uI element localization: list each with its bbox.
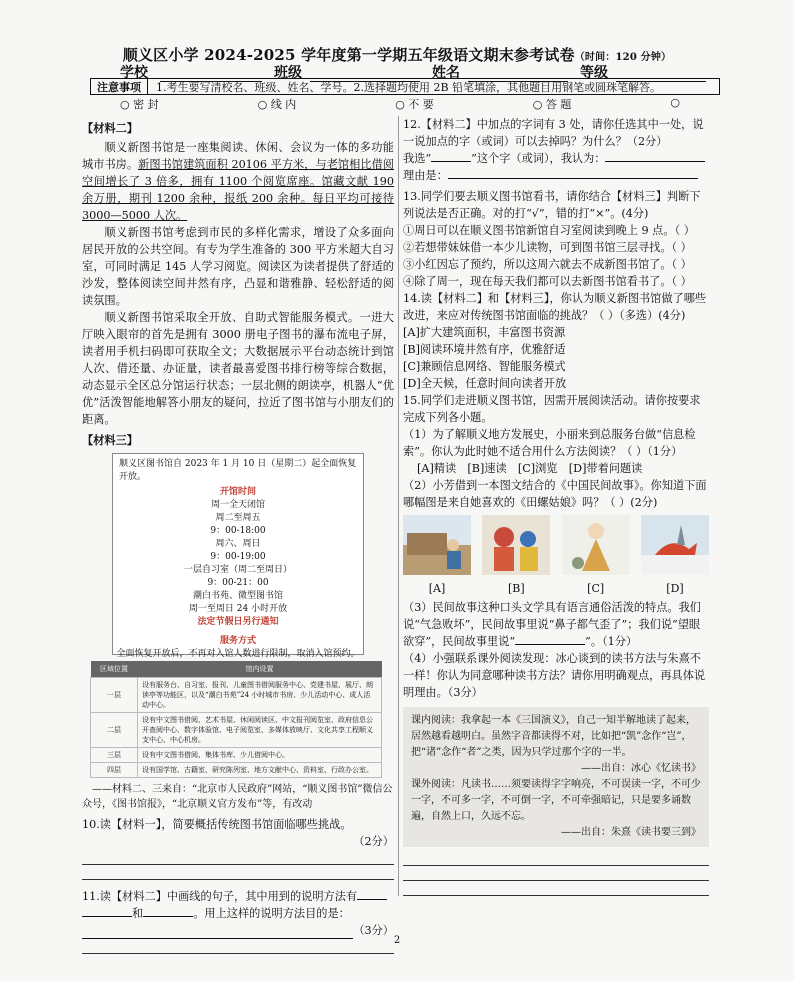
answer-line[interactable] xyxy=(82,850,394,865)
answer-line[interactable] xyxy=(403,866,709,881)
q14-option-b[interactable]: [B]阅读环境井然有序，优雅舒适 xyxy=(403,343,566,356)
q13-option[interactable]: ③小红因忘了预约，所以这周六就去不成新图书馆了。（ ） xyxy=(403,258,692,271)
column-divider xyxy=(398,116,399,896)
quote-bingxin: 课内阅读：我拿起一本《三国演义》，自己一知半解地读了起来，居然越看越明白。虽然字音都读得不对，比如把“凯”念作“岂”，把“诸”念作“者”之类，因为只学过那个字的一半。 xyxy=(411,715,696,758)
source-note: ——材料二、三来自：“北京市人民政府”网站，“顺义图书馆”微信公众号，《图书馆报》，“北京顺义官方发布”等，有改动 xyxy=(82,784,393,810)
table-header: 馆内设置 xyxy=(138,661,382,678)
question-10: 10.读【材料一】，简要概括传统图书馆面临哪些挑战。 xyxy=(82,818,352,831)
underlined-sentence: 新图书馆建筑面积 20106 平方米，与老馆相比借阅空间增长了 3 倍多，拥有 1100 个阅览席座。馆藏文献 190 余万册，期刊 1200 余种，报纸 200 余种。每日平均可接待 3000—5000 人次。 xyxy=(82,158,394,222)
reading-quotes xyxy=(403,707,709,847)
hours-title: 开馆时间 xyxy=(219,487,256,497)
q14-option-d[interactable]: [D]全天候，任意时间向读者开放 xyxy=(403,377,567,390)
exam-title: 顺义区小学 2024-2025 学年度第一学期五年级语文期末参考试卷（时间：120 分钟） xyxy=(122,46,672,64)
question-15-4: （4）小强联系课外阅读发现：冰心谈到的读书方法与朱熹不一样！你认为同意哪种读书方法？请你用明确观点，再具体说明理由。（3分） xyxy=(403,652,706,699)
picture-option-b[interactable] xyxy=(482,515,550,597)
answer-blank[interactable] xyxy=(82,916,132,917)
right-column xyxy=(403,116,709,896)
school-label: 学校 xyxy=(120,65,148,81)
seal-circle: ○ xyxy=(670,96,680,109)
table-row: 二层 设有中文图书借阅、艺术书屋、休闲阅读区、中文报刊阅览室、政府信息公开查阅中心、数字体验馆、电子阅览室、多媒体放映厅、文化共享工程顺义支中心、中心机房。 xyxy=(91,713,382,748)
hours-line: 周一全天闭馆 xyxy=(210,500,265,510)
q13-option[interactable]: ②若想带妹妹借一本少儿读物，可到图书馆三层寻找。（ ） xyxy=(403,241,692,254)
left-column xyxy=(82,116,394,954)
picture-label: [A] xyxy=(428,582,446,595)
seal-word: ○ 线 内 xyxy=(257,98,297,111)
answer-line[interactable] xyxy=(403,851,709,866)
quote-zhuxi: 课外阅读：凡读书……须要读得字字响亮，不可误读一字，不可少一字，不可多一字，不可倒一字，不可牵强暗记，只是要多诵数遍，自然上口，久远不忘。 xyxy=(411,779,701,822)
material-2-heading: 【材料二】 xyxy=(82,121,138,135)
question-14: 14.读【材料二】和【材料三】，你认为顺义新图书馆做了哪些改进，来应对传统图书馆面临的挑战？（ ）（多选）(4分) xyxy=(403,292,707,322)
page-number: 2 xyxy=(393,935,401,946)
question-15-3: （3）民间故事这种口头文学具有语言通俗活泼的特点。我们说“气急败坏”，民间故事里说“鼻子都气歪了”；我们说“望眼欲穿”，民间故事里说“ ”。（1分） xyxy=(403,601,701,648)
seal-word: ○ 不 要 xyxy=(395,98,434,111)
table-header: 区域位置 xyxy=(91,661,138,678)
q11-score: （3分） xyxy=(353,924,394,937)
hours-line: 周六、周日 xyxy=(215,539,261,549)
material-2-para-2: 顺义新图书馆考虑到市民的多样化需求，增设了众多面向居民开放的公共空间。有专为学生准备的 300 平方米超大自习室，可同时满足 145 人学习阅览。阅读区为读者提供了舒适的沙发，整体阅读空间井然有序，凸显和谐雅静、轻松舒适的阅读氛围。 xyxy=(82,226,394,307)
answer-line[interactable] xyxy=(82,865,394,880)
answer-blank[interactable] xyxy=(431,161,471,162)
picture-label: [D] xyxy=(666,582,684,595)
material-3-heading: 【材料三】 xyxy=(82,433,138,447)
notice-intro: 顺义区图书馆自 2023 年 1 月 10 日（星期二）起全面恢复开放。 xyxy=(119,459,357,482)
q13-option[interactable]: ④除了周一，现在每天我们都可以去新图书馆看书了。（ ） xyxy=(403,275,692,288)
q14-option-c[interactable]: [C]兼顾信息网络、智能服务模式 xyxy=(403,360,566,373)
notice-text: 1.考生要写清校名、班级、姓名、学号。2.选择题均使用 2B 铅笔填涂，其他题目用钢笔或圆珠笔解答。 xyxy=(156,80,662,94)
holiday-note: 法定节假日另行通知 xyxy=(197,617,279,627)
class-label: 班级 xyxy=(274,65,302,81)
hours-line: 9：00-18:00 xyxy=(210,526,266,536)
answer-blank[interactable] xyxy=(143,916,193,917)
answer-blank[interactable] xyxy=(515,644,585,645)
table-row: 一层 设有服务台、自习室、报刊、儿童图书借阅服务中心、党建书屋、展厅、朗读亭等功能区，以及“潮白书苑”24 小时城市书房、少儿活动中心、成人活动中心。 xyxy=(91,678,382,713)
seal-line xyxy=(120,96,680,112)
opening-notice xyxy=(112,453,364,659)
question-15-1: （1）为了解顺义地方发展史，小丽来到总服务台做“信息检索”。你认为此时她不适合用什么方法阅读？（ ）（1分） xyxy=(403,428,696,458)
material-2-para-1: 顺义新图书馆是一座集阅读、休闲、会议为一体的多功能城市书房。新图书馆建筑面积 20106 平方米，与老馆相比借阅空间增长了 3 倍多，拥有 1100 个阅览席座。馆藏文献 190 余万册，期刊 1200 余种，报纸 200 余种。每日平均可接待 3000—5000 人次。 xyxy=(82,141,394,222)
picture-option-a[interactable] xyxy=(403,515,471,597)
snail-girl-illustration xyxy=(562,515,630,575)
q14-option-a[interactable]: [A]扩大建筑面积，丰富图书资源 xyxy=(403,326,566,339)
picture-label: [C] xyxy=(587,582,605,595)
service-title: 服务方式 xyxy=(219,636,256,646)
question-12: 12.【材料二】中加点的字词有 3 处，请你任选其中一处，说一说加点的字（或词）可以去掉吗？为什么？（2分） xyxy=(403,118,704,148)
hours-line: 9：00-19:00 xyxy=(210,552,266,562)
question-15: 15.同学们走进顺义图书馆，因需开展阅读活动。请你按要求完成下列各小题。 xyxy=(403,394,701,424)
exam-time: （时间：120 分钟） xyxy=(574,52,672,63)
dragon-scene-illustration xyxy=(482,515,550,575)
question-13: 13.同学们要去顺义图书馆看书，请你结合【材料三】判断下列说法是否正确。对的打“√”，错的打“×”。(4分) xyxy=(403,190,701,220)
hours-line: 周一至周日 24 小时开放 xyxy=(188,604,288,614)
hours-line: 周二至周五 xyxy=(215,513,261,523)
name-label: 姓名 xyxy=(432,65,460,81)
question-15-2: （2）小芳借到一本图文结合的《中国民间故事》。你知道下面哪幅图是来自她喜欢的《田螺姑娘》吗？（ ）(2分) xyxy=(403,479,707,509)
answer-blank[interactable] xyxy=(605,161,705,162)
hours-line: 一层自习室（周二至周日） xyxy=(183,565,292,575)
table-row: 四层 设有国学馆、古籍室、研究陈列室、地方文献中心、资料室、行政办公室。 xyxy=(91,763,382,778)
quote-zhuxi-source: ——出自：朱熹《读书要三到》 xyxy=(561,827,701,838)
picture-label: [B] xyxy=(507,582,525,595)
q13-option[interactable]: ①周日可以在顺义图书馆新馆自习室阅读到晚上 9 点。（ ） xyxy=(403,224,695,237)
notice-box xyxy=(90,78,720,95)
answer-blank[interactable] xyxy=(448,178,698,179)
notice-label: 注意事项 xyxy=(91,79,148,94)
seal-word: ○ 密 封 xyxy=(120,98,159,111)
question-11: 11.读【材料二】中画线的句子，其中用到的说明方法有 和 。用上这样的说明方法目的是： xyxy=(82,888,394,922)
answer-blank[interactable] xyxy=(357,899,387,900)
story-pictures xyxy=(403,515,709,597)
wall-scene-illustration xyxy=(403,515,471,575)
picture-option-d[interactable] xyxy=(641,515,709,597)
hours-line: 潮白书苑、微型图书馆 xyxy=(192,591,283,601)
table-row: 三层 设有中文图书借阅、集体书库、少儿借阅中心。 xyxy=(91,748,382,763)
q12-answer: 我选“ ”这个字（或词），我认为： xyxy=(403,150,709,167)
quote-bingxin-source: ——出自：冰心《忆读书》 xyxy=(581,763,701,774)
picture-option-c[interactable] xyxy=(562,515,630,597)
seal-word: ○ 答 题 xyxy=(532,98,572,111)
material-2-para-3: 顺义新图书馆采取全开放、自助式智能服务模式。一进大厅映入眼帘的首先是拥有 3000 册电子图书的瀑布流电子屏，读者用手机扫码即可获取全文；大数据展示平台动态统计到馆人次、借还量、办证量，读者最喜爱图书排行榜等综合数据，动态显示全区总分馆运行状态；一层北侧的朗读亭，机器人“优优”活泼智能地解答小朋友的疑问，拉近了图书馆与小朋友们的距离。 xyxy=(82,311,394,426)
q12-reason: 理由是： xyxy=(403,167,709,184)
q15-1-options[interactable]: [A]精读 [B]速读 [C]浏览 [D]带着问题读 xyxy=(417,462,643,475)
service-text: 全面恢复开放后，不再对入馆人数进行限制，取消入馆预约。 xyxy=(116,649,360,659)
answer-line[interactable] xyxy=(403,881,709,896)
hours-line: 9：00-21：00 xyxy=(207,578,269,588)
grade-label: 等级 xyxy=(580,65,608,81)
q10-score: （2分） xyxy=(353,835,394,848)
fox-scene-illustration xyxy=(641,515,709,575)
floor-table xyxy=(90,661,382,778)
